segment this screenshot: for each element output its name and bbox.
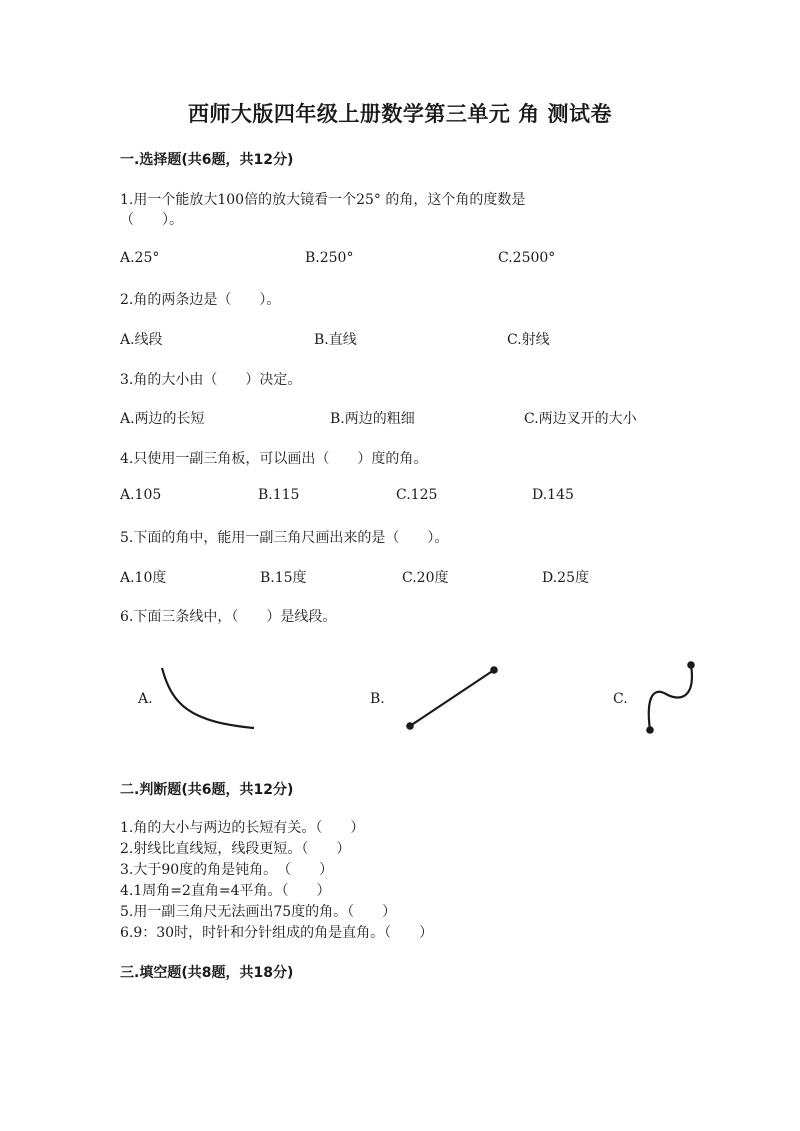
question-3-text: 3.角的大小由（ ）决定。 <box>120 372 302 388</box>
curve-figure-a <box>150 660 265 735</box>
question-3-option-c[interactable]: C.两边叉开的大小 <box>524 411 637 427</box>
question-5-option-d[interactable]: D.25度 <box>542 570 589 586</box>
question-1-text-cont: （ ）。 <box>120 212 183 228</box>
judgement-item-5: 5.用一副三角尺无法画出75度的角。（ ） <box>120 904 397 920</box>
question-2-option-b[interactable]: B.直线 <box>314 332 357 348</box>
segment-figure-b <box>400 662 505 734</box>
question-4-option-c[interactable]: C.125 <box>396 487 438 503</box>
question-3-option-b[interactable]: B.两边的粗细 <box>330 411 415 427</box>
wavy-figure-c <box>638 656 703 738</box>
question-2-text: 2.角的两条边是（ ）。 <box>120 292 281 308</box>
section-heading-choice: 一.选择题(共6题，共12分) <box>120 152 294 168</box>
question-3-option-a[interactable]: A.两边的长短 <box>120 411 205 427</box>
question-4-option-a[interactable]: A.105 <box>120 487 162 503</box>
question-6-text: 6.下面三条线中，（ ）是线段。 <box>120 609 337 625</box>
question-2-option-a[interactable]: A.线段 <box>120 332 163 348</box>
question-1-option-a[interactable]: A.25° <box>120 250 160 266</box>
question-4-text: 4.只使用一副三角板，可以画出（ ）度的角。 <box>120 451 428 467</box>
question-1-option-c[interactable]: C.2500° <box>498 250 556 266</box>
question-1-text: 1.用一个能放大100倍的放大镜看一个25° 的角，这个角的度数是 <box>120 192 526 208</box>
figure-b-label[interactable]: B. <box>370 691 385 707</box>
question-4-option-d[interactable]: D.145 <box>532 487 574 503</box>
question-1-option-b[interactable]: B.250° <box>305 250 354 266</box>
page-title: 西师大版四年级上册数学第三单元 角 测试卷 <box>187 102 613 126</box>
judgement-item-2: 2.射线比直线短，线段更短。（ ） <box>120 841 351 857</box>
judgement-item-1: 1.角的大小与两边的长短有关。（ ） <box>120 820 365 836</box>
question-5-option-c[interactable]: C.20度 <box>402 570 449 586</box>
section-heading-judgement: 二.判断题(共6题，共12分) <box>120 782 294 798</box>
figure-a-label[interactable]: A. <box>138 691 153 707</box>
figure-c-label[interactable]: C. <box>613 691 628 707</box>
judgement-item-6: 6.9：30时，时针和分针组成的角是直角。（ ） <box>120 925 434 941</box>
judgement-item-4: 4.1周角=2直角=4平角。（ ） <box>120 883 331 899</box>
question-2-option-c[interactable]: C.射线 <box>507 332 550 348</box>
question-5-option-a[interactable]: A.10度 <box>120 570 167 586</box>
question-5-text: 5.下面的角中，能用一副三角尺画出来的是（ ）。 <box>120 530 449 546</box>
question-5-option-b[interactable]: B.15度 <box>260 570 307 586</box>
section-heading-fill-blank: 三.填空题(共8题，共18分) <box>120 965 294 981</box>
judgement-item-3: 3.大于90度的角是钝角。 （ ） <box>120 862 334 878</box>
question-4-option-b[interactable]: B.115 <box>258 487 300 503</box>
